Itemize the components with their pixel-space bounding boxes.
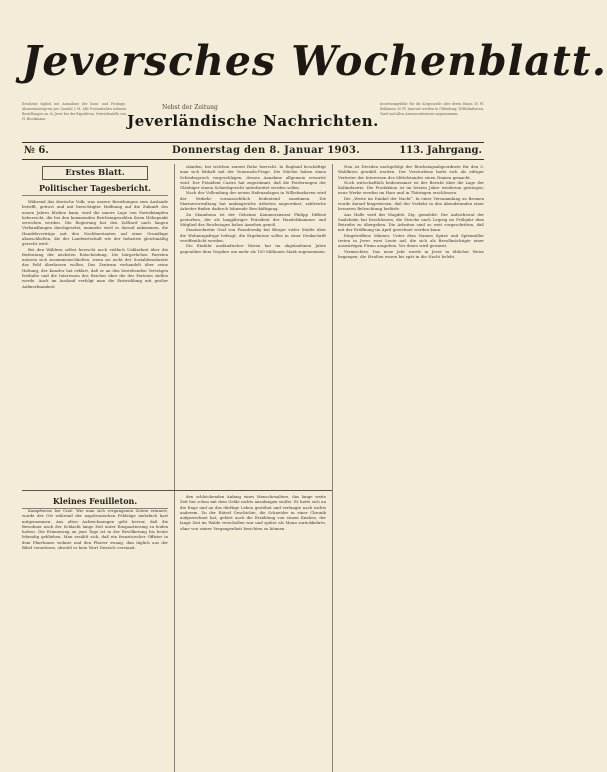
paragraph: Nun ist Dresden nachgefolgt der Reichstagsabgeordnete für den 5. Wahlkreis gewählt worden. Der Verstorbene hatte sich als eifriger Vertreter der Interessen des Mittelstandes einen Namen gemacht. [338, 164, 484, 180]
paragraph: Nach der Vollendung der neuen Hafenanlagen in Wilhelmshaven wird der Verkehr voraussichtlich bedeutend zunehmen. Die Marineverwaltung hat umfangreiche Arbeiten angeordnet; zahlreiche Arbeiter finden dadurch lohnende Beschäftigung. [180, 190, 326, 212]
masthead-title: Jeversches Wochenblatt. [22, 37, 607, 85]
paragraph: Aus Halle wird der Magdeb. Ztg. gemeldet: Der Aufsichtsrat der Saalebahn hat beschlossen, die Strecke nach Leipzig im Frühjahr dem Betriebe zu übergeben. Die Arbeiten sind so weit vorgeschritten, daß mit der Eröffnung im April gerechnet werden kann. [338, 211, 484, 233]
feuilleton-column-1 [22, 508, 168, 772]
subscription-notice: Erscheint täglich mit Ausnahme der Sonn- und Festtage. Abonnementspreis pro Quartal 2 M. Alle Postanstalten nehmen Bestellungen an. In Jever bei der Expedition, Vertriebsstelle von H. Brockmann. [22, 102, 127, 121]
subtitle: Jeverländische Nachrichten. [127, 112, 379, 130]
column-3 [338, 164, 484, 764]
news-column-2 [180, 164, 326, 254]
first-sheet-label: Erstes Blatt. [42, 166, 148, 180]
column-divider [174, 164, 175, 772]
column-divider [332, 164, 333, 772]
newspaper-page [22, 18, 607, 718]
advertising-notice: Insertionsgebühr für die Korpuszeile oder deren Raum 10 Pf. Reklamen 30 Pf. Inserate werden in Oldenburg, Wilhelmshaven, Varel und allen Annoncenbureaus angenommen. [380, 102, 484, 116]
section-heading-feuilleton: Kleines Feuilleton. [22, 496, 168, 509]
paragraph: Eingetroffene Männer. Unter dem Namen Spitze und Spitzmüller treten in Jever zwei Leute auf, die sich als Bevollmächtigte einer auswärtigen Firma ausgeben. Vor ihnen wird gewarnt. [338, 232, 484, 249]
paragraph: Bei den Wählern selbst herrscht noch vielfach Unklarheit über die Bedeutung der nächsten Entscheidung. Die bürgerlichen Parteien müssen sich zusammenschließen, wenn sie nicht der Sozialdemokratie das Feld überlassen wollen. Das Zentrum verhandelt über seine Haltung; der Kanzler hat erklärt, daß er an den bestehenden Verträgen festhalte und die Interessen des Reiches über die der Parteien stellen werde. Auch im Ausland verfolgt man die Entwicklung mit großer Aufmerksamkeit. [22, 246, 168, 289]
feuilleton-section [22, 494, 332, 550]
issue-date: Donnerstag den 8. Januar 1903. [172, 145, 361, 156]
paragraph: Während das deutsche Volk, was unsere Beziehungen zum Auslande betrifft, getrost und mit berechtigter Hoffnung auf die Zukunft des neuen Jahres blicken kann, wird die innere Lage von Parteikämpfen beherrscht, die bei den kommenden Reichstagswahlen ihren Höhepunkt erreichen werden. Die Regierung hat den Zolltarif nach langen Verhandlungen durchgesetzt; nunmehr wird es darauf ankommen, die Handelsverträge mit den Nachbarstaaten auf einer Grundlage abzuschließen, die der Landwirtschaft wie der Industrie gleichmäßig gerecht wird. [22, 199, 168, 247]
issue-bar [22, 142, 484, 160]
paragraph: Kampfweise bei Craë. Wie man sich vergangenen Zeiten erinnert, wurde der Ort während der napoleonischen Feldzüge mehrfach hart mitgenommen. Aus alten Aufzeichnungen geht hervor, daß die Bewohner nach der Schlacht lange Zeit unter Einquartierung zu leiden hatten. Die Erinnerung an jene Tage ist in der Bevölkerung bis heute lebendig geblieben. Man erzählt sich, daß ein französischer Offizier in dem Pfarrhause wohnte und den Pfarrer zwang, ihm täglich aus der Bibel vorzulesen, obwohl er kein Wort Deutsch verstand. [22, 508, 168, 550]
volume-year: 113. Jahrgang. [399, 145, 482, 156]
subhead-row [22, 102, 484, 136]
paragraph: ständen, bei welchen zurzeit Ruhe herrscht. In England beschäftigt man sich lebhaft mit der Venezuela-Frage. Die Mächte haben einen Schiedsspruch vorgeschlagen, dessen Annahme allgemein erwartet wird. Der Präsident Castro hat zugestimmt, daß die Forderungen der Gläubiger einem Schiedsgericht unterbreitet werden sollen. [180, 164, 326, 191]
paragraph: Zu Mannheim ist der Geheime Kommerzienrat Philipp Diffené gestorben, der als langjähriger Präsident der Handelskammer und Mitglied des Reichstages hohes Ansehen genoß. [180, 211, 326, 228]
paragraph: Die „Weste im Dunkel der Nacht“. In einer Versammlung zu Bremen wurde darauf hingewiesen, daß der Verkehr in den Abendstunden einer besseren Beleuchtung bedürfe. [338, 195, 484, 212]
section-heading-politics: Politischer Tagesbericht. [22, 183, 168, 196]
column-1 [22, 164, 168, 490]
section-rule [22, 490, 332, 491]
paragraph: Vermischtes. Das neue Jahr wurde in Jever in üblicher Weise begangen; die Straßen waren bis spät in die Nacht belebt. [338, 248, 484, 259]
paragraph: Die Einfuhr ausländischer Waren hat im abgelaufenen Jahre gegenüber dem Vorjahre um mehr als 100 Millionen Mark zugenommen. [180, 243, 326, 254]
politics-article [22, 199, 168, 289]
paragraph: Staatssekretär Graf von Posadowsky hat Bürger vieler Städte über die Wohnungsfrage befragt; die Ergebnisse sollen in einer Denkschrift veröffentlicht werden. [180, 227, 326, 243]
column-2 [180, 164, 326, 490]
supplement-note: Nebst der Zeitung [162, 104, 218, 111]
issue-number: № 6. [24, 145, 49, 156]
feuilleton-column-2 [180, 494, 326, 772]
paragraph: den schleichenden Anfang eines Menschenalters, das lange weite Zeit her schon mit dem Gelde nichts anzufangen wußte. Er hatte sich an die Enge und an das dürftige Leben gewöhnt und verlangte nach nichts anderem. Zu der Rätsel Geschichte, die Schneider in einer Chronik aufgezeichnet hat, gehört auch die Erzählung von einem Knaben, der lange Zeit im Walde verschollen war und später als Mann zurückkehrte, ohne von seiner Vergangenheit berichten zu können. [180, 494, 326, 531]
paragraph: Noch wirtschaftlich bedeutsamer ist der Bericht über die Lage der Kaliindustrie. Die Produktion ist im letzten Jahre wiederum gestiegen; neue Werke werden im Harz und in Thüringen erschlossen. [338, 179, 484, 196]
article-columns [22, 160, 484, 772]
news-column-3 [338, 164, 484, 259]
